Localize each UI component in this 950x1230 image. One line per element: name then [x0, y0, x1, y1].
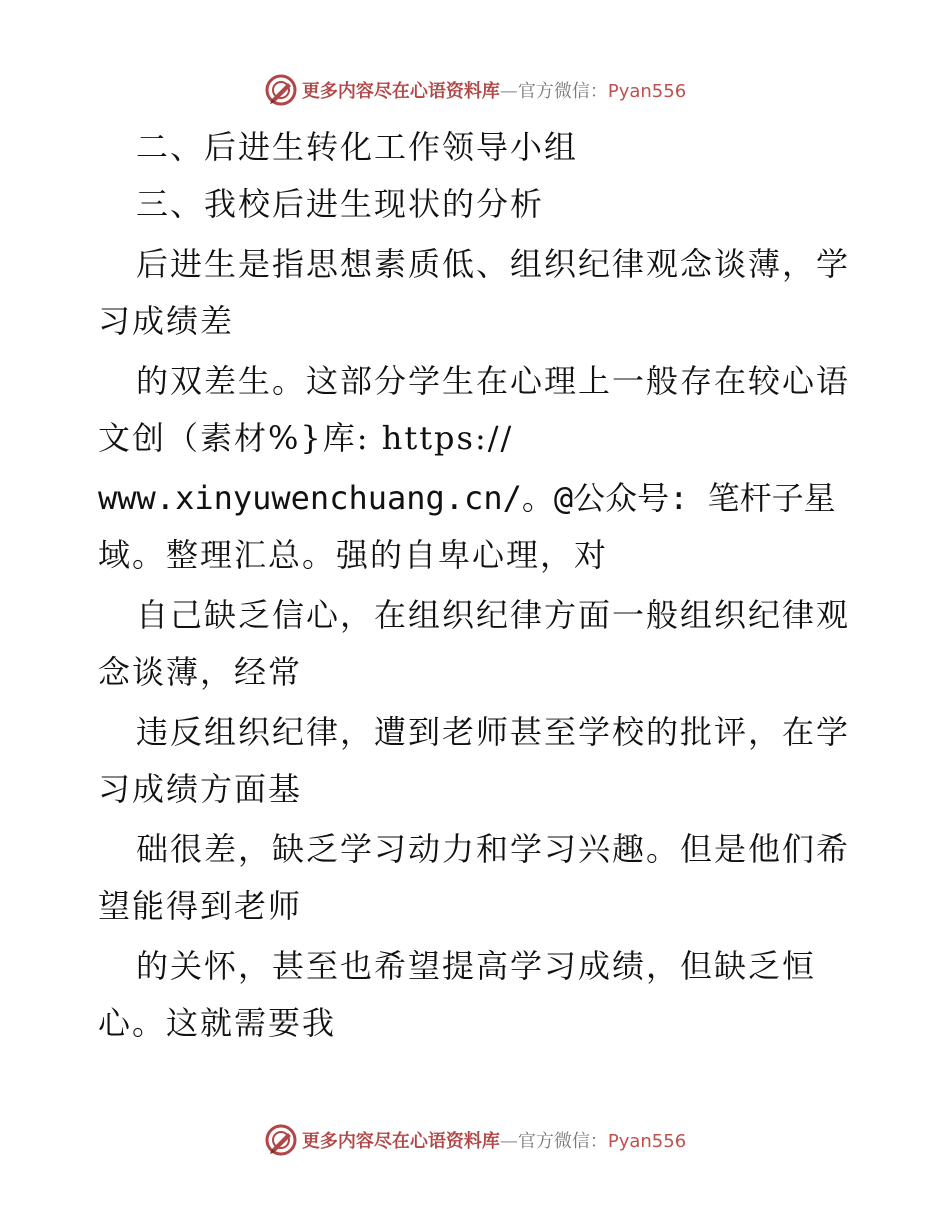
banner-wechat-id: Pyan556 — [607, 1131, 687, 1152]
text-line: 习成绩差 — [98, 302, 235, 340]
banner-wechat-label: 官方微信： — [517, 81, 608, 102]
text-line: 违反组织纪律，遭到老师甚至学校的批评，在学 — [136, 713, 851, 751]
text-line: 域。整理汇总。强的自卑心理，对 — [98, 536, 609, 574]
text-line: 自己缺乏信心，在组织纪律方面一般组织纪律观 — [136, 596, 851, 634]
text-line: 文创（素材%}库: https:// — [98, 419, 514, 457]
banner-separator: — — [499, 1131, 518, 1152]
text-line: 习成绩方面基 — [98, 770, 303, 808]
banner-site-text: 更多内容尽在心语资料库 — [301, 1131, 500, 1152]
text-line: 的双差生。这部分学生在心理上一般存在较心语 — [136, 362, 851, 400]
text-line: 三、我校后进生现状的分析 — [136, 185, 545, 223]
text-line: 念谈薄，经常 — [98, 653, 303, 691]
text-line: 后进生是指思想素质低、组织纪律观念谈薄，学 — [136, 245, 851, 283]
text-line-url: www.xinyuwenchuang.cn/。@公众号: 笔杆子星 — [98, 479, 836, 517]
banner-wechat-id: Pyan556 — [607, 81, 687, 102]
header-banner — [0, 70, 950, 110]
banner-text — [302, 1127, 686, 1153]
text-line: 心。这就需要我 — [98, 1004, 337, 1042]
text-line: 望能得到老师 — [98, 887, 303, 925]
banner-wechat-label: 官方微信： — [517, 1131, 608, 1152]
text-line: 础很差，缺乏学习动力和学习兴趣。但是他们希 — [136, 830, 851, 868]
text-line: 二、后进生转化工作领导小组 — [136, 128, 579, 166]
banner-text — [302, 77, 686, 103]
pen-logo-icon — [264, 73, 298, 107]
text-line: 的关怀，甚至也希望提高学习成绩，但缺乏恒 — [136, 947, 817, 985]
footer-banner — [0, 1120, 950, 1160]
banner-separator: — — [499, 81, 518, 102]
banner-site-text: 更多内容尽在心语资料库 — [301, 81, 500, 102]
pen-logo-icon — [264, 1123, 298, 1157]
